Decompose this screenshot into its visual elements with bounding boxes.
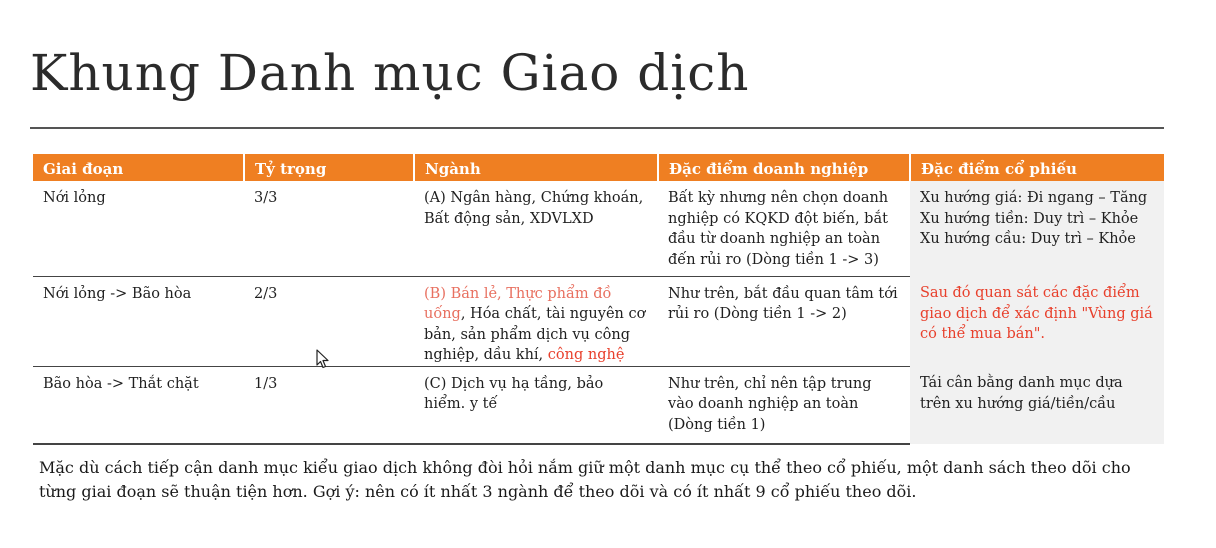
header-sector: Ngành bbox=[414, 154, 658, 181]
cell-weight: 2/3 bbox=[244, 276, 414, 366]
mouse-pointer-icon bbox=[316, 349, 330, 369]
stock-trend-money: Xu hướng tiền: Duy trì – Khỏe bbox=[920, 210, 1139, 227]
stock-trend-demand: Xu hướng cầu: Duy trì – Khỏe bbox=[920, 231, 1136, 247]
table-row bbox=[33, 276, 1164, 366]
table-header-row bbox=[33, 154, 1164, 181]
cell-sector: (A) Ngân hàng, Chứng khoán, Bất động sản, XDVLXD bbox=[414, 181, 658, 276]
cell-company-traits: Như trên, chỉ nên tập trung vào doanh nghiệp an toàn (Dòng tiền 1) bbox=[658, 366, 910, 444]
header-weight: Tỷ trọng bbox=[244, 154, 414, 181]
title-divider bbox=[30, 127, 1164, 129]
stock-trend-price: Xu hướng giá: Đi ngang – Tăng bbox=[920, 190, 1148, 206]
sector-highlight-tech: công nghệ bbox=[547, 347, 625, 363]
cell-stage: Bão hòa -> Thắt chặt bbox=[33, 366, 244, 444]
cell-sector bbox=[414, 276, 658, 366]
footnote: Mặc dù cách tiếp cận danh mục kiểu giao dịch không đòi hỏi nắm giữ một danh mục cụ thể theo cổ phiếu, một danh sách theo dõi cho từng giai đoạn sẽ thuận tiện hơn. Gợi ý: nên có ít nhất 3 ngành để theo dõi và có ít nhất 9 cổ phiếu theo dõi. bbox=[39, 458, 1131, 501]
sector-text: , Hóa chất, tài nguyên cơ bản, sản phẩm dịch vụ công nghiệp, dầu khí, bbox=[424, 306, 646, 363]
header-stock-traits: Đặc điểm cổ phiếu bbox=[910, 154, 1164, 181]
cell-stock-traits: Sau đó quan sát các đặc điểm giao dịch để xác định "Vùng giá có thể mua bán". bbox=[910, 276, 1164, 366]
sector-highlight: (B) Bán lẻ, Thực phẩm đồ uống bbox=[424, 285, 612, 322]
table-row bbox=[33, 181, 1164, 276]
cell-stock-traits bbox=[910, 181, 1164, 276]
cell-stage: Nới lỏng bbox=[33, 181, 244, 276]
cell-stage: Nới lỏng -> Bão hòa bbox=[33, 276, 244, 366]
cell-company-traits: Như trên, bắt đầu quan tâm tới rủi ro (Dòng tiền 1 -> 2) bbox=[658, 276, 910, 366]
cell-stock-traits: Tái cân bằng danh mục dựa trên xu hướng giá/tiền/cầu bbox=[910, 366, 1164, 444]
cell-weight: 3/3 bbox=[244, 181, 414, 276]
cell-weight: 1/3 bbox=[244, 366, 414, 444]
header-company-traits: Đặc điểm doanh nghiệp bbox=[658, 154, 910, 181]
header-stage: Giai đoạn bbox=[33, 154, 244, 181]
cell-company-traits: Bất kỳ nhưng nên chọn doanh nghiệp có KQKD đột biến, bắt đầu từ doanh nghiệp an toàn đến rủi ro (Dòng tiền 1 -> 3) bbox=[658, 181, 910, 276]
table-row bbox=[33, 366, 1164, 444]
cell-sector: (C) Dịch vụ hạ tầng, bảo hiểm. y tế bbox=[414, 366, 658, 444]
trading-portfolio-table bbox=[33, 154, 1164, 445]
slide-title: Khung Danh mục Giao dịch bbox=[30, 44, 750, 102]
